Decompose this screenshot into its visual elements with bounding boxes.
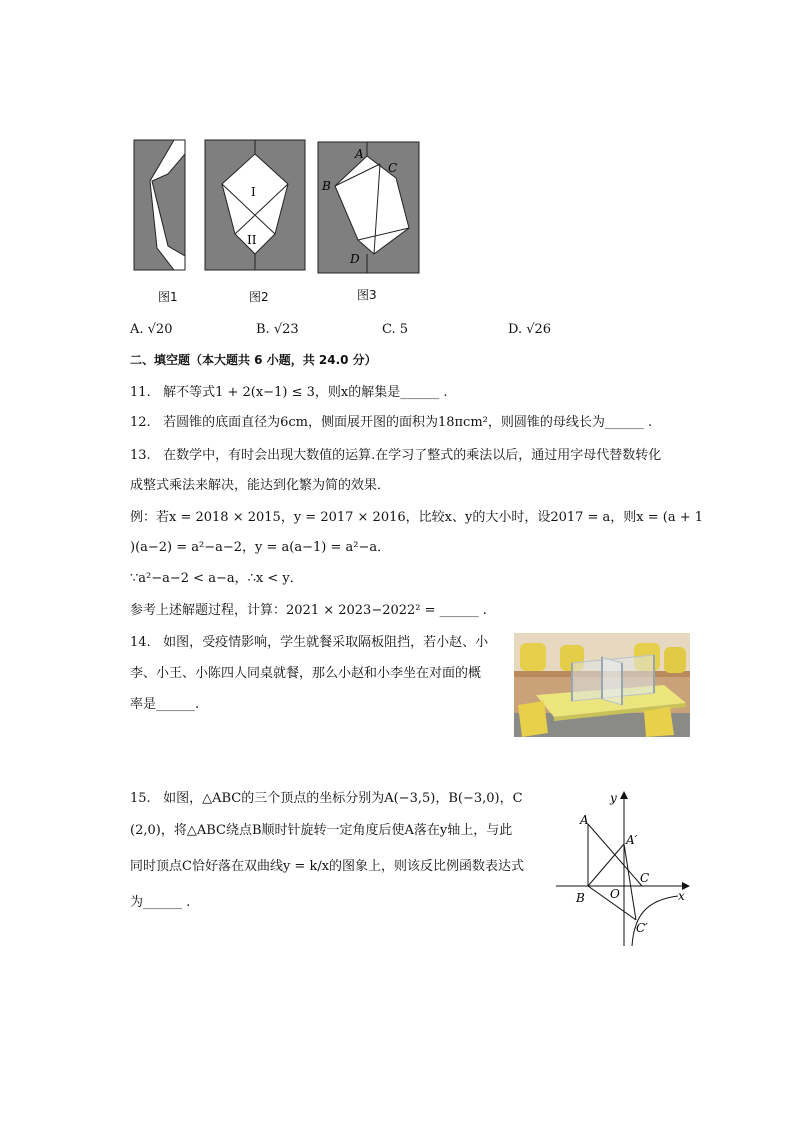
fig3-label-c: C xyxy=(388,161,398,175)
graph-x-label: x xyxy=(678,889,685,903)
q13-text-5: ∵a²−a−2 < a−a，∴x < y． xyxy=(130,571,303,586)
q12 xyxy=(130,413,652,433)
figure-1 xyxy=(134,140,185,270)
q12-number: 12. xyxy=(130,415,151,430)
q13-text-1: 在数学中，有时会出现大数值的运算.在学习了整式的乘法以后，通过用字母代替数转化 xyxy=(163,448,662,463)
graph-c-prime-label: C′ xyxy=(636,921,648,935)
q13-text-4: )(a−2) = a²−a−2，y = a(a−1) = a²−a． xyxy=(130,540,391,555)
section-heading: 二、填空题（本大题共 6 小题，共 24.0 分） xyxy=(130,353,377,367)
q11 xyxy=(130,383,447,403)
q13-text-6: 参考上述解题过程，计算：2021 × 2023−2022² = ______ . xyxy=(130,603,487,618)
option-a: A. √20 xyxy=(130,322,173,337)
fig1-caption: 图1 xyxy=(158,290,178,304)
q13-line1 xyxy=(130,446,661,466)
q15-text-1: 如图，△ABC的三个顶点的坐标分别为A(−3,5)，B(−3,0)，C xyxy=(163,791,523,806)
dining-table-photo xyxy=(514,633,690,737)
fig2-caption: 图2 xyxy=(249,290,269,304)
q13-text-3: 例：若x = 2018 × 2015，y = 2017 × 2016，比较x、y的大小时，设2017 = a，则x = (a + 1 xyxy=(130,510,704,525)
rotation-graph xyxy=(550,786,696,950)
q14-text-2: 李、小王、小陈四人同桌就餐，那么小赵和小李坐在对面的概 xyxy=(130,666,482,681)
figure-3 xyxy=(318,142,419,273)
figure-2 xyxy=(205,140,305,270)
fig2-region-2-label: II xyxy=(247,233,257,247)
graph-b-label: B xyxy=(576,891,585,905)
q14-text-1: 如图，受疫情影响，学生就餐采取隔板阻挡，若小赵、小 xyxy=(163,635,489,650)
q15-text-2: (2,0)，将△ABC绕点B顺时针旋转一定角度后使A落在y轴上，与此 xyxy=(130,823,513,838)
fig3-label-d: D xyxy=(350,252,360,266)
graph-c-label: C xyxy=(640,871,650,885)
q13-text-2: 成整式乘法来解决，能达到化繁为简的效果． xyxy=(130,478,391,493)
option-b: B. √23 xyxy=(256,322,299,337)
q14-number: 14. xyxy=(130,635,151,650)
option-d: D. √26 xyxy=(508,322,552,337)
q15-text-3: 同时顶点C恰好落在双曲线y = k/x的图象上，则该反比例函数表达式 xyxy=(130,859,525,874)
q15-number: 15. xyxy=(130,791,151,806)
fig2-region-1-label: I xyxy=(251,185,256,199)
option-c: C. 5 xyxy=(382,322,409,337)
q15-line1 xyxy=(130,789,523,809)
graph-y-label: y xyxy=(610,791,617,805)
q12-text: 若圆锥的底面直径为6cm，侧面展开图的面积为18πcm²，则圆锥的母线长为______ . xyxy=(163,415,653,430)
graph-o-label: O xyxy=(610,887,620,901)
q13-number: 13. xyxy=(130,448,151,463)
q14-text-3: 率是______. xyxy=(130,697,200,712)
q15-text-4: 为______ . xyxy=(130,895,191,910)
q11-text: 解不等式1 + 2(x−1) ≤ 3，则x的解集是______ . xyxy=(163,385,448,400)
q14-line1 xyxy=(130,633,488,653)
graph-a-label: A xyxy=(580,813,589,827)
fig3-label-a: A xyxy=(355,147,364,161)
fig3-label-b: B xyxy=(322,179,331,193)
q11-number: 11. xyxy=(130,385,151,400)
fig3-caption: 图3 xyxy=(357,288,377,302)
graph-a-prime-label: A′ xyxy=(626,833,638,847)
